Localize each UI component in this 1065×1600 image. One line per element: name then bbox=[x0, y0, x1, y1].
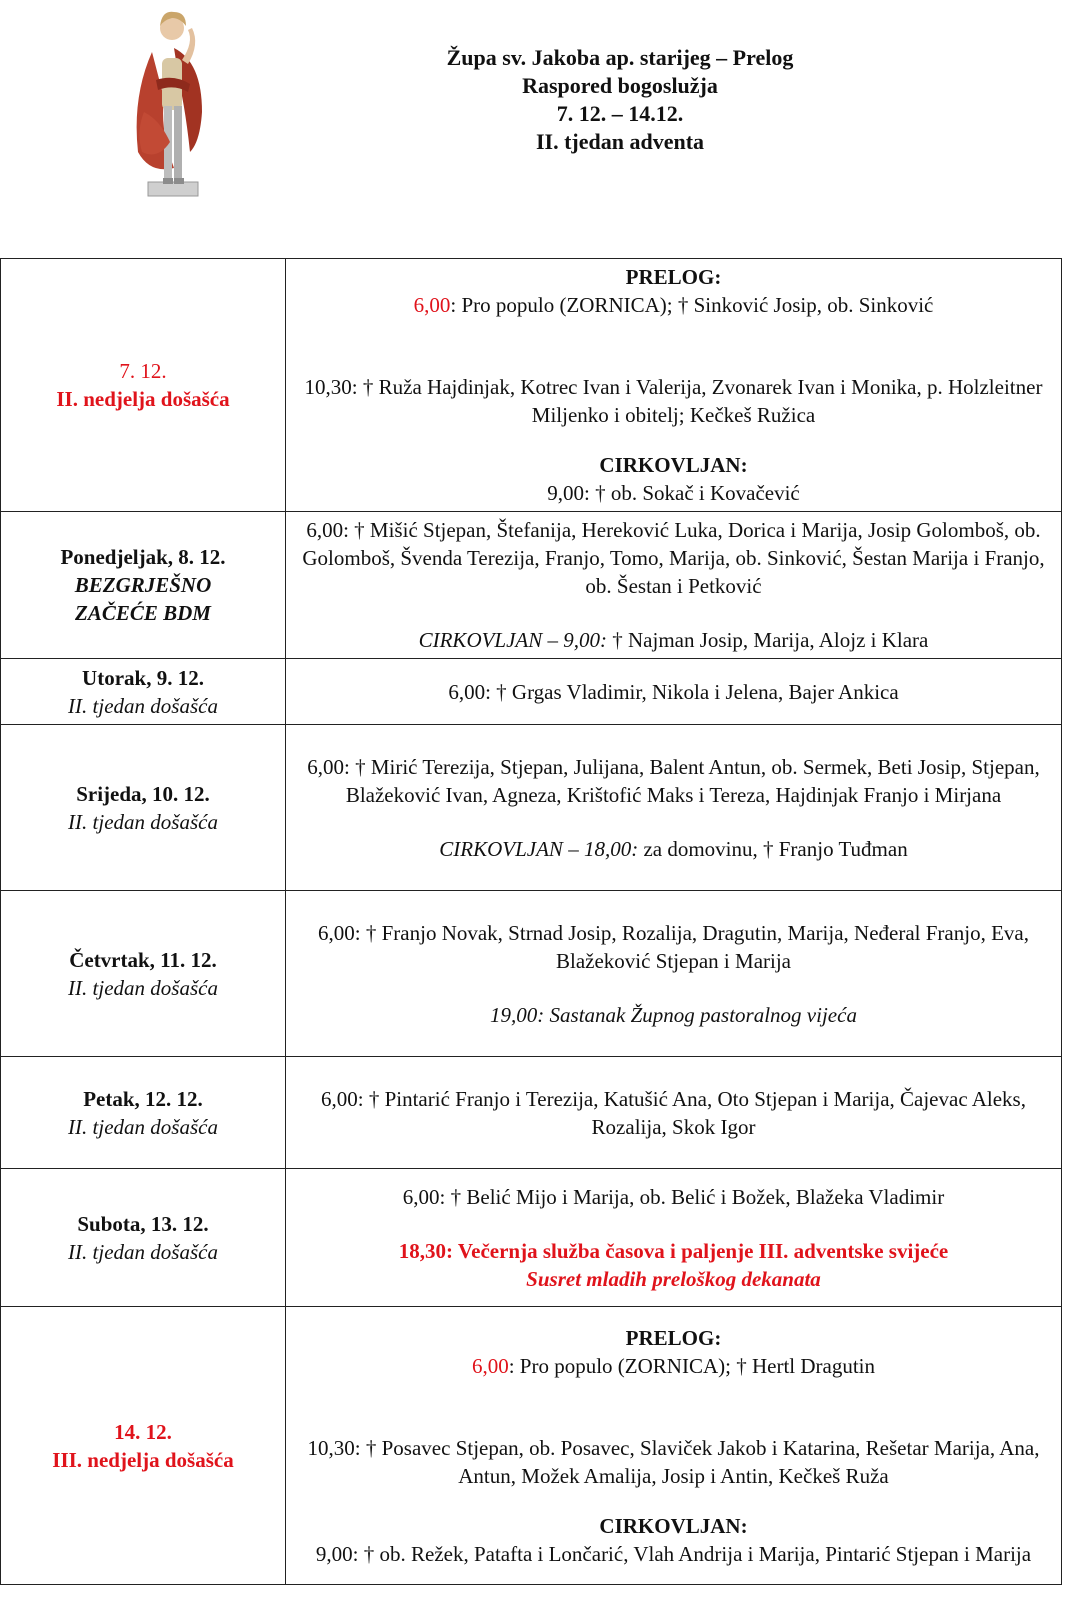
mass-text: † Najman Josip, Marija, Alojz i Klara bbox=[607, 628, 929, 652]
mass-entry: 6,00: † Belić Mijo i Marija, ob. Belić i Božek, Blažeka Vladimir bbox=[402, 1184, 945, 1209]
mass-entry: 9,00: † ob. Sokač i Kovačević bbox=[547, 481, 800, 505]
table-row bbox=[1, 1307, 1062, 1585]
table-row bbox=[1, 512, 1062, 659]
day-date: Utorak, 9. 12. bbox=[82, 665, 204, 690]
week-title: II. tjedan adventa bbox=[535, 129, 705, 154]
table-row bbox=[1, 725, 1062, 891]
schedule-title: Raspored bogoslužja bbox=[522, 73, 718, 98]
schedule-table bbox=[0, 258, 1062, 1585]
mass-cell bbox=[286, 1307, 1062, 1585]
day-week: II. tjedan došašća bbox=[68, 1114, 218, 1139]
mass-cell bbox=[286, 1057, 1062, 1169]
mass-cell bbox=[286, 1169, 1062, 1307]
mass-cell bbox=[286, 259, 1062, 512]
day-cell bbox=[1, 725, 286, 891]
mass-text: : Pro populo (ZORNICA); † Sinković Josip, ob. Sinković bbox=[450, 293, 934, 317]
day-week: II. tjedan došašća bbox=[68, 809, 218, 834]
event-entry: Susret mladih preloškog dekanata bbox=[526, 1266, 821, 1291]
mass-time: 6,00 bbox=[471, 1353, 509, 1378]
day-feast: BEZGRJEŠNO bbox=[74, 573, 212, 597]
day-date: Petak, 12. 12. bbox=[83, 1086, 203, 1111]
day-week: II. tjedan došašća bbox=[68, 693, 218, 718]
mass-entry bbox=[292, 626, 1055, 654]
mass-entry: 6,00: † Mirić Terezija, Stjepan, Julijana, Balent Antun, ob. Sermek, Beti Josip, Stjepan, Blažeković Ivan, Agneza, Krištofić Maks i Tereza, Hajdinjak Franjo i Mirjana bbox=[307, 754, 1040, 807]
mass-cell bbox=[286, 659, 1062, 725]
mass-entry bbox=[292, 1352, 1055, 1380]
day-date: 7. 12. bbox=[119, 359, 167, 383]
day-cell bbox=[1, 512, 286, 659]
day-cell bbox=[1, 891, 286, 1057]
mass-entry bbox=[292, 835, 1055, 863]
day-week: II. tjedan došašća bbox=[68, 1239, 218, 1264]
mass-entry: 6,00: † Grgas Vladimir, Nikola i Jelena, Bajer Ankica bbox=[448, 679, 899, 704]
day-cell bbox=[1, 659, 286, 725]
mass-entry: 6,00: † Franjo Novak, Strnad Josip, Rozalija, Dragutin, Marija, Neđeral Franjo, Eva, Blažeković Stjepan i Marija bbox=[318, 920, 1029, 973]
day-date: Srijeda, 10. 12. bbox=[76, 781, 210, 806]
mass-cell bbox=[286, 512, 1062, 659]
location-heading: PRELOG: bbox=[625, 1325, 722, 1350]
table-row bbox=[1, 891, 1062, 1057]
mass-entry: 10,30: † Posavec Stjepan, ob. Posavec, Slaviček Jakob i Katarina, Rešetar Marija, Ana, Antun, Možek Amalija, Josip i Antin, Kečkeš Ruža bbox=[307, 1435, 1040, 1488]
table-row bbox=[1, 659, 1062, 725]
location-heading: PRELOG: bbox=[625, 265, 722, 289]
parish-title: Župa sv. Jakoba ap. starijeg – Prelog bbox=[446, 45, 794, 70]
mass-entry: 6,00: † Mišić Stjepan, Štefanija, Hereković Luka, Dorica i Marija, Josip Golomboš, ob. Golomboš, Švenda Terezija, Franjo, Tomo, Marija, ob. Sinković, Šestan Marija i Franjo, ob. Šestan i Petković bbox=[302, 518, 1045, 598]
mass-entry bbox=[292, 291, 1055, 319]
mass-cell bbox=[286, 891, 1062, 1057]
table-row bbox=[1, 1169, 1062, 1307]
day-cell bbox=[1, 1057, 286, 1169]
mass-entry: 9,00: † ob. Režek, Patafta i Lončarić, Vlah Andrija i Marija, Pintarić Stjepan i Marija bbox=[315, 1541, 1032, 1566]
day-feast: ZAČEĆE BDM bbox=[75, 601, 211, 625]
day-date: 14. 12. bbox=[114, 1419, 172, 1444]
mass-entry: 6,00: † Pintarić Franjo i Terezija, Katušić Ana, Oto Stjepan i Marija, Čajevac Aleks, Rozalija, Skok Igor bbox=[321, 1086, 1026, 1139]
page-header bbox=[300, 44, 940, 156]
event-entry: 19,00: Sastanak Župnog pastoralnog vijeća bbox=[490, 1002, 857, 1027]
mass-time: 6,00 bbox=[413, 293, 451, 317]
table-row bbox=[1, 1057, 1062, 1169]
mass-cell bbox=[286, 725, 1062, 891]
mass-text: za domovinu, † Franjo Tuđman bbox=[638, 836, 908, 861]
mass-location-time: CIRKOVLJAN – 18,00: bbox=[439, 836, 639, 861]
day-date: Subota, 13. 12. bbox=[77, 1211, 209, 1236]
day-date: Ponedjeljak, 8. 12. bbox=[60, 545, 226, 569]
mass-location-time: CIRKOVLJAN – 9,00: bbox=[418, 628, 608, 652]
day-date: Četvrtak, 11. 12. bbox=[69, 947, 217, 972]
location-heading: CIRKOVLJAN: bbox=[599, 1513, 748, 1538]
event-entry: 18,30: Večernja služba časova i paljenje III. adventske svijeće bbox=[398, 1238, 949, 1263]
mass-text: : Pro populo (ZORNICA); † Hertl Dragutin bbox=[508, 1353, 876, 1378]
day-cell bbox=[1, 1169, 286, 1307]
date-range: 7. 12. – 14.12. bbox=[556, 101, 684, 126]
day-cell bbox=[1, 1307, 286, 1585]
saint-james-statue-image bbox=[130, 2, 210, 200]
day-cell bbox=[1, 259, 286, 512]
location-heading: CIRKOVLJAN: bbox=[599, 453, 748, 477]
mass-entry: 10,30: † Ruža Hajdinjak, Kotrec Ivan i Valerija, Zvonarek Ivan i Monika, p. Holzleitner Miljenko i obitelj; Kečkeš Ružica bbox=[304, 375, 1043, 427]
table-row bbox=[1, 259, 1062, 512]
day-week: II. tjedan došašća bbox=[68, 975, 218, 1000]
day-feast: II. nedjelja došašća bbox=[56, 387, 230, 411]
day-feast: III. nedjelja došašća bbox=[52, 1447, 234, 1472]
